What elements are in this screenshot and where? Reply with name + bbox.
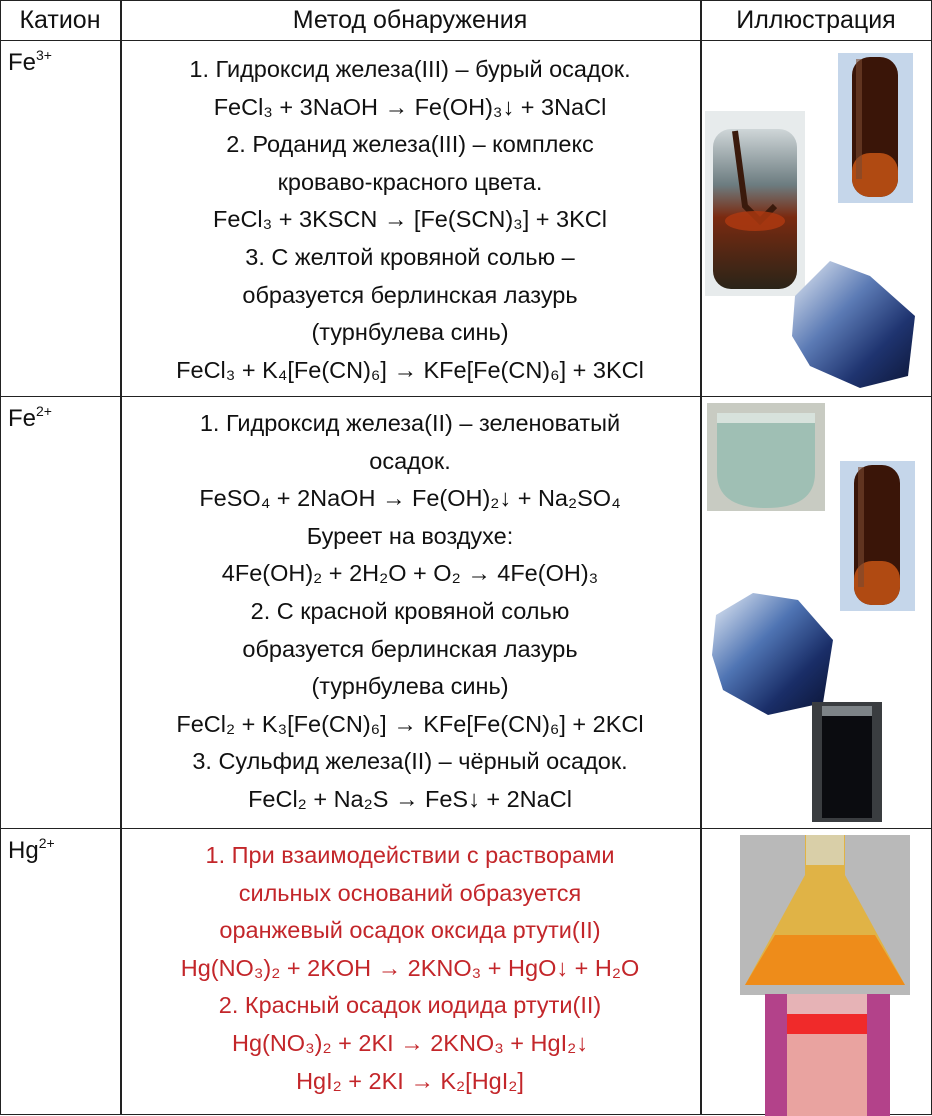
method-line: FeSO₄ + 2NaOH → Fe(OH)₂↓ + Na₂SO₄ [199, 485, 621, 512]
method-line: образуется берлинская лазурь [242, 281, 578, 308]
table-header [0, 0, 932, 40]
method-line: 1. Гидроксид железа(II) – зеленоватый [199, 410, 621, 436]
method-line: FeCl₂ + K₃[Fe(CN)₆] → KFe[Fe(CN)₆] + 2KCl [176, 710, 644, 737]
row-fe2 [0, 396, 932, 828]
row-fe3 [0, 40, 932, 396]
method-line: осадок. [369, 447, 451, 474]
header-illustration: Иллюстрация [736, 6, 896, 34]
method-line: оранжевый осадок оксида ртути(II) [219, 917, 601, 944]
row-hg2 [0, 828, 932, 1115]
green-precipitate-image [707, 403, 825, 511]
method-line: кроваво-красного цвета. [277, 168, 543, 195]
method-line: FeCl₃ + 3KSCN → [Fe(SCN)₃] + 3KCl [213, 206, 607, 233]
orange-flask-image [740, 835, 910, 995]
method-line: 2. Роданид железа(III) – комплекс [226, 131, 594, 158]
method-line: 3. С желтой кровяной солью – [245, 243, 575, 270]
cation-label: $Hg^{2+}$ [8, 835, 55, 864]
method-line: Буреет на воздухе: [306, 522, 514, 549]
method-line: 1. При взаимодействии с растворами [205, 842, 615, 868]
prussian-blue-image [790, 256, 920, 391]
method-line: FeCl₃ + 3NaOH → Fe(OH)₃↓ + 3NaCl [213, 93, 607, 120]
method-line: 2. Красный осадок иодида ртути(II) [218, 992, 602, 1019]
method-text [120, 837, 700, 1100]
method-line: (турнбулева синь) [311, 673, 509, 700]
header-method: Метод обнаружения [292, 6, 528, 34]
test-tube-brown-image [840, 461, 915, 611]
method-line: HgI₂ + 2KI → K₂[HgI₂] [296, 1067, 524, 1094]
cation-label: $Fe^{3+}$ [8, 47, 52, 76]
method-line: сильных оснований образуется [238, 879, 582, 906]
method-line: 2. С красной кровяной солью [250, 597, 570, 624]
method-line: Hg(NO₃)₂ + 2KOH → 2KNO₃ + HgO↓ + H₂O [180, 954, 640, 981]
method-text [120, 405, 700, 819]
method-line: FeCl₃ + K₄[Fe(CN)₆] → KFe[Fe(CN)₆] + 3KCl [176, 356, 644, 383]
method-text [120, 51, 700, 389]
prussian-blue-image [708, 585, 838, 720]
red-precipitate-image [765, 994, 890, 1116]
cation-label: $Fe^{2+}$ [8, 403, 52, 432]
black-precipitate-image [812, 702, 882, 822]
method-line: FeCl₂ + Na₂S → FeS↓ + 2NaCl [248, 785, 572, 812]
method-line: (турнбулева синь) [311, 319, 509, 346]
header-cation: Катион [19, 6, 101, 34]
method-line: Hg(NO₃)₂ + 2KI → 2KNO₃ + HgI₂↓ [231, 1029, 589, 1056]
test-tube-brown-image [838, 53, 913, 203]
method-line: 4Fe(OH)₂ + 2H₂O + O₂ → 4Fe(OH)₃ [221, 560, 599, 587]
method-line: 1. Гидроксид железа(III) – бурый осадок. [189, 56, 631, 82]
method-line: 3. Сульфид железа(II) – чёрный осадок. [192, 748, 628, 775]
method-line: образуется берлинская лазурь [242, 635, 578, 662]
